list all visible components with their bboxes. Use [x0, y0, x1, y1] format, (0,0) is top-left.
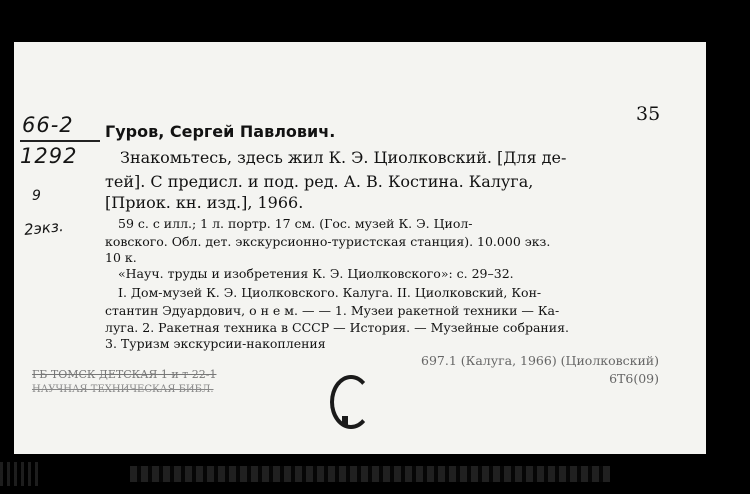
- handwritten-shelf-mark-bottom: 1292: [20, 144, 78, 168]
- card-punch-hole-stem: [342, 416, 348, 426]
- tracing-line: луга. 2. Ракетная техника в СССР — История. — Музейные собрания.: [105, 320, 569, 335]
- title-line: Знакомьтесь, здесь жил К. Э. Циолковский. [Для де-: [120, 148, 567, 167]
- tracing-line: I. Дом-музей К. Э. Циолковского. Калуга. II. Циолковский, Кон-: [118, 285, 542, 300]
- catalog-card: [14, 42, 706, 454]
- card-punch-hole: [330, 375, 372, 429]
- handwritten-mark: 9: [32, 188, 41, 204]
- tracing-line: стантин Эдуардович, о н е м. — — 1. Музеи ракетной техники — Ка-: [105, 303, 560, 318]
- title-line: тей]. С предисл. и под. ред. А. В. Костина. Калуга,: [105, 172, 534, 191]
- library-stamp-line: НАУЧНАЯ ТЕХНИЧЕСКАЯ БИБЛ.: [32, 384, 214, 395]
- scan-edge-bottom: [130, 466, 610, 482]
- classification-number: 697.1 (Калуга, 1966) (Циолковский): [421, 353, 659, 368]
- physical-description-line: 10 к.: [105, 250, 137, 265]
- card-number: 35: [636, 103, 661, 125]
- author-heading: Гуров, Сергей Павлович.: [105, 122, 336, 141]
- physical-description-line: 59 с. с илл.; 1 л. портр. 17 см. (Гос. музей К. Э. Циол-: [118, 216, 473, 231]
- physical-description-line: ковского. Обл. дет. экскурсионно-туристская станция). 10.000 экз.: [105, 234, 551, 249]
- library-stamp-line: ГБ ТОМСК ДЕТСКАЯ 1 и т 22-1: [32, 368, 217, 381]
- handwritten-copies: 2экз.: [23, 216, 65, 240]
- classification-number: 6Т6(09): [609, 371, 659, 386]
- bibliography-note: «Науч. труды и изобретения К. Э. Циолковского»: с. 29–32.: [118, 266, 514, 281]
- tracing-line: 3. Туризм экскурсии-накопления: [105, 336, 326, 351]
- handwritten-shelf-mark-top: 66-2: [22, 113, 74, 137]
- handwritten-underline: [20, 140, 100, 142]
- title-line: [Приок. кн. изд.], 1966.: [105, 193, 304, 212]
- scan-edge-left: [0, 462, 40, 486]
